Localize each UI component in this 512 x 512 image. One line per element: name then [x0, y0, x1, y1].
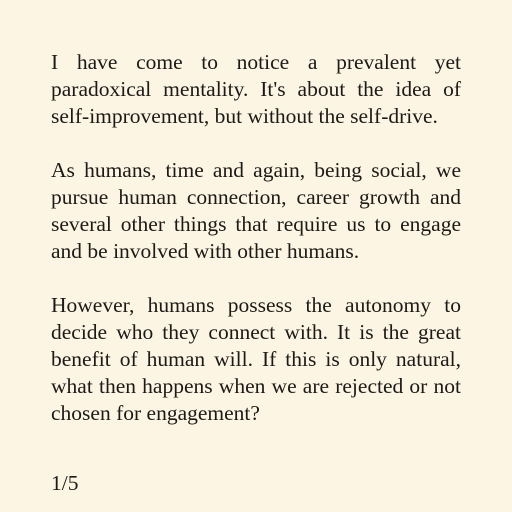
page-number: 1/5: [51, 471, 79, 495]
paragraph-1: I have come to notice a prevalent yet paradoxical mentality. It's about the idea of self-improvement, but without the self-drive.: [51, 50, 461, 128]
paragraph-2: As humans, time and again, being social, we pursue human connection, career growth and several other things that require us to engage and be involved with other humans.: [51, 158, 461, 263]
paragraph-3: However, humans possess the autonomy to decide who they connect with. It is the great benefit of human will. If this is only natural, what then happens when we are rejected or not chosen for engagement?: [51, 293, 461, 425]
